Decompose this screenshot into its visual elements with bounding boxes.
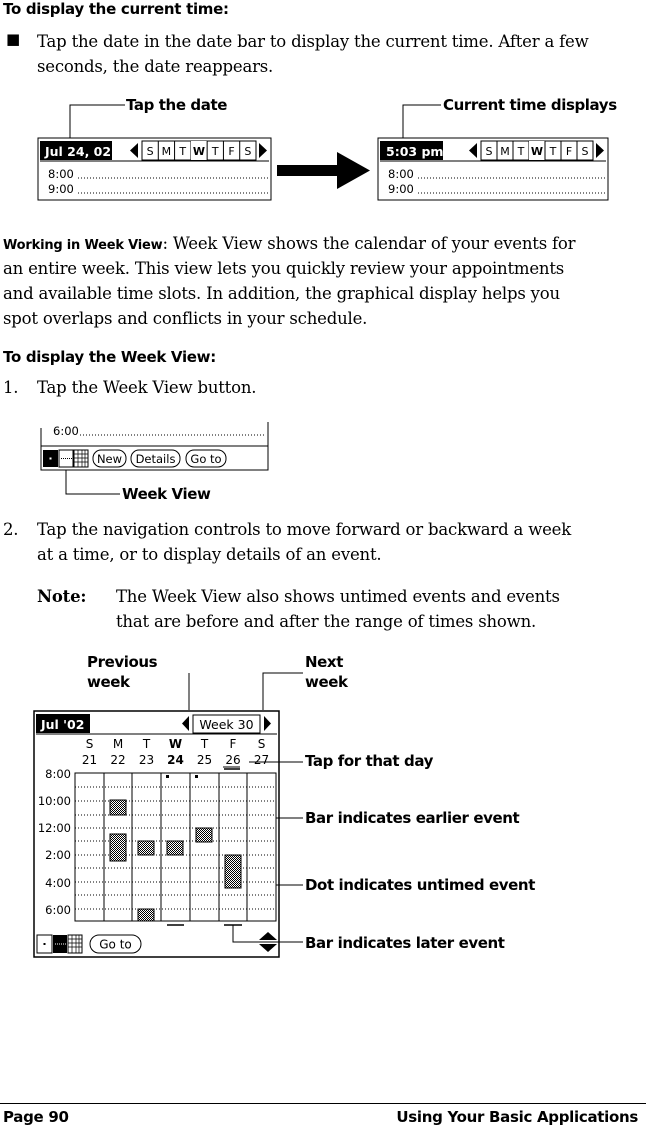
week-date-header: 27 [253,753,270,767]
day-0: S [485,145,493,158]
leader-next-week [263,673,303,710]
day-1: M [161,145,172,158]
day-3: W [530,145,544,158]
day-5: F [228,145,235,158]
heading-display-current-time: To display the current time: [3,0,229,18]
fig3-go-to-button [90,935,141,953]
callout-previous-week-line1: Previous [87,653,158,671]
week-time-label: 8:00 [45,767,71,781]
callout-bar-later-event: Bar indicates later event [305,934,505,952]
week-day-header: S [257,737,266,751]
right-time-9: 9:00 [388,182,414,196]
event-block [138,909,154,921]
leader-line-left [70,105,125,140]
fig3-week-view-icon [53,935,67,953]
callout-tap-for-that-day: Tap for that day [305,752,433,770]
fig3-day-view-icon [37,935,52,953]
note-text-line2: that are before and after the range of times shown. [116,612,537,631]
week-date-header: 26 [225,753,241,767]
fig3-month-view-icon [68,935,82,953]
day-5: F [565,145,573,158]
next-week-arrow-icon [264,716,271,731]
new-button [93,450,126,467]
event-block [138,841,154,855]
day-2: T [179,145,187,158]
right-time-label: 5:03 pm [386,144,444,159]
bullet-text-line2: seconds, the date reappears. [37,57,274,76]
day-1: M [500,145,510,158]
callout-tap-the-date: Tap the date [126,96,228,114]
step2-number: 2. [3,520,19,539]
svg-text:Go to: Go to [190,452,222,466]
week-day-header: T [142,737,151,751]
event-block [110,834,126,861]
week-time-label: 6:00 [45,903,71,917]
note-label: Note: [37,587,87,606]
week-time-label: 2:00 [45,848,71,862]
step2-text-line2: at a time, or to display details of an event. [37,545,382,564]
right-time-8: 8:00 [388,167,414,181]
day-4: T [211,145,219,158]
right-palm-screen [378,138,608,200]
leader-line-right [403,105,441,140]
day-3: W [192,145,206,158]
week-day-header: T [200,737,209,751]
day-2: T [517,145,525,158]
event-block [225,855,241,888]
event-block [196,828,212,842]
week-day-header: F [229,737,237,751]
week-view-paragraph-line3: and available time slots. In addition, the graphical display helps you [3,284,560,303]
callout-dot-untimed-event: Dot indicates untimed event [305,876,535,894]
svg-text:Details: Details [135,452,176,466]
left-time-8: 8:00 [48,167,74,181]
week-time-label: 4:00 [45,876,71,890]
bullet-text-line1: Tap the date in the date bar to display the current time. After a few [37,32,589,51]
callout-next-week-line2: week [305,673,348,691]
week-view-paragraph-line1 [3,231,575,258]
left-time-9: 9:00 [48,182,74,196]
week-time-label: 12:00 [37,821,71,835]
heading-display-week-view: To display the Week View: [3,348,216,366]
day-4: T [549,145,557,158]
figure-date-bar [0,0,646,215]
week-date-header: 24 [167,753,184,767]
event-block [167,841,183,855]
callout-week-view: Week View [122,485,211,503]
bullet-icon: ■ [6,30,21,48]
callout-previous-week-line2: week [87,673,130,691]
day-0: S [146,145,154,158]
step1-text: Tap the Week View button. [37,378,257,397]
untimed-event-dot [166,775,169,778]
callout-next-week-line1: Next [305,653,343,671]
fig2-time: 6:00 [53,424,79,438]
callout-current-time-displays: Current time displays [443,96,617,114]
left-palm-screen [38,138,271,200]
footer-rule [0,1103,646,1104]
step2-text-line1: Tap the navigation controls to move forward or backward a week [37,520,572,539]
week-date-header: 25 [196,753,213,767]
left-date-label: Jul 24, 02 [45,144,112,159]
week-view-paragraph-line2: an entire week. This view lets you quickly review your appointments [3,259,565,278]
big-right-arrow-icon [277,152,370,189]
week-view-paragraph-line4: spot overlaps and conflicts in your schedule. [3,309,368,328]
week-label: Week 30 [199,717,254,732]
week-date-header: 22 [110,753,126,767]
month-view-icon [74,450,88,467]
footer-page-number: Page 90 [3,1108,69,1126]
step1-number: 1. [3,378,19,397]
figure-week-view-screen [0,640,646,970]
week-date-header: 21 [81,753,98,767]
svg-text:Go to: Go to [99,937,132,952]
note-text-line1: The Week View also shows untimed events and events [116,587,560,606]
week-date-header: 23 [138,753,155,767]
month-label: Jul '02 [41,717,85,732]
week-day-header: S [85,737,94,751]
go-to-button [186,450,226,467]
week-time-label: 10:00 [37,794,71,808]
fig2-leader-line [66,470,120,494]
footer-chapter-title: Using Your Basic Applications [396,1108,638,1126]
day-view-icon [43,450,58,467]
untimed-event-dot [195,775,198,778]
day-6: S [244,145,252,158]
prev-week-arrow-icon [182,716,189,731]
week-day-header: M [112,737,124,751]
details-button [131,450,180,467]
week-view-term: Working in Week View [3,238,163,253]
event-block [110,800,126,815]
svg-text:New: New [96,452,123,466]
week-day-header: W [168,737,183,751]
callout-bar-earlier-event: Bar indicates earlier event [305,809,520,827]
week-view-line1-text: : Week View shows the calendar of your events for [162,234,576,253]
day-6: S [581,145,589,158]
week-view-icon [59,450,73,467]
